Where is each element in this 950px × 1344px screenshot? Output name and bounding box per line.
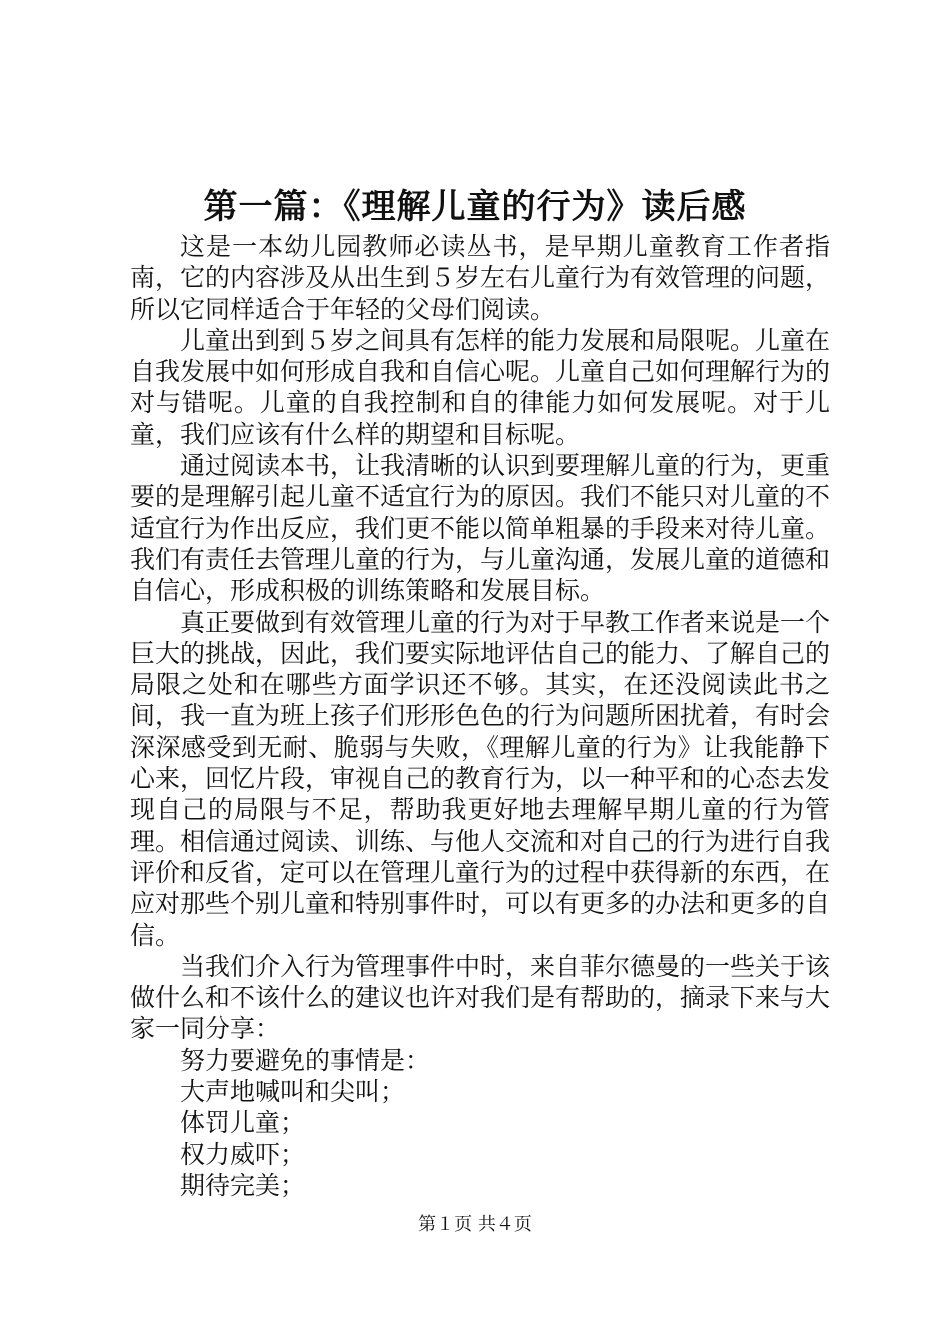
list-item: 大声地喊叫和尖叫； [180, 1077, 406, 1107]
list-heading: 努力要避免的事情是： [180, 1045, 431, 1075]
paragraph-1: 这是一本幼儿园教师必读丛书，是早期儿童教育工作者指南，它的内容涉及从出生到５岁左右儿童行为有效管理的问题，所以它同样适合于年轻的父母们阅读。 [130, 232, 831, 324]
paragraph-4: 真正要做到有效管理儿童的行为对于早教工作者来说是一个巨大的挑战，因此，我们要实际地评估自己的能力、了解自己的局限之处和在哪些方面学识还不够。其实，在还没阅读此书之间，我一直为班上孩子们形形色色的行为问题所困扰着，有时会深深感受到无耐、脆弱与失败，《理解儿童的行为》让我能静下心来，回忆片段，审视自己的教育行为，以一种平和的心态去发现自己的局限与不足，帮助我更好地去理解早期儿童的行为管理。相信通过阅读、训练、与他人交流和对自己的行为进行自我评价和反省，定可以在管理儿童行为的过程中获得新的东西，在应对那些个别儿童和特别事件时，可以有更多的办法和更多的自信。 [130, 607, 831, 950]
document-body [130, 231, 830, 1201]
paragraph-5: 当我们介入行为管理事件中时，来自菲尔德曼的一些关于该做什么和不该什么的建议也许对我们是有帮助的，摘录下来与大家一同分享： [130, 951, 831, 1044]
document-title: 第一篇：《理解儿童的行为》读后感 [203, 187, 747, 227]
list-item: 体罚儿童； [180, 1108, 306, 1138]
paragraph-3: 通过阅读本书，让我清晰的认识到要理解儿童的行为，更重要的是理解引起儿童不适宜行为的原因。我们不能只对儿童的不适宜行为作出反应，我们更不能以简单粗暴的手段来对待儿童。我们有责任去管理儿童的行为，与儿童沟通，发展儿童的道德和自信心，形成积极的训练策略和发展目标。 [130, 451, 831, 606]
list-item: 权力威吓； [180, 1139, 306, 1169]
list-item: 期待完美； [180, 1170, 306, 1200]
page-footer: 第１页 共４页 [418, 1214, 532, 1235]
paragraph-2: 儿童出到到５岁之间具有怎样的能力发展和局限呢。儿童在自我发展中如何形成自我和自信心呢。儿童自己如何理解行为的对与错呢。儿童的自我控制和自的律能力如何发展呢。对于儿童，我们应该有什么样的期望和目标呢。 [130, 325, 831, 449]
